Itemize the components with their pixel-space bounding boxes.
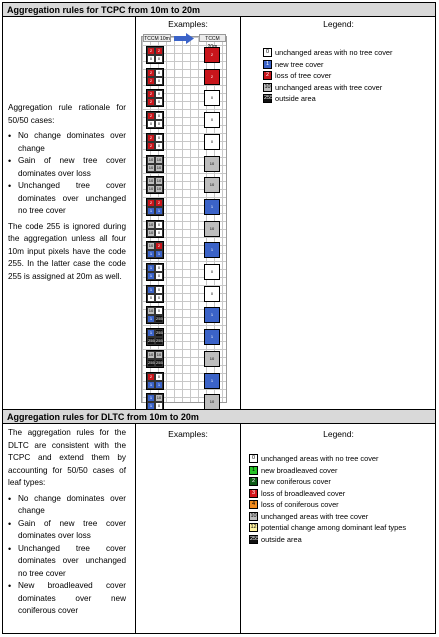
input-pixel: 0 — [155, 98, 163, 106]
input-pixel: 2 — [147, 373, 155, 381]
legend-label: outside area — [275, 94, 316, 103]
input-pixel: 2 — [155, 242, 163, 250]
legend-dltc — [249, 453, 435, 545]
examples-header: Examples: — [168, 429, 208, 439]
input-pixel: 0 — [147, 294, 155, 302]
input-pixel: 2 — [155, 199, 163, 207]
legend-label: unchanged areas with no tree cover — [261, 454, 379, 463]
rules-list — [8, 130, 126, 218]
example-input-10m — [147, 90, 163, 106]
input-pixel: 1 — [147, 381, 155, 389]
input-pixel: 255 — [156, 316, 163, 322]
input-pixel: 0 — [155, 221, 163, 229]
legend-label: new tree cover — [275, 59, 324, 69]
example-input-10m — [147, 307, 163, 323]
legend-label: loss of tree cover — [275, 71, 332, 80]
legend-swatch: 3 — [249, 489, 258, 498]
input-pixel: 10 — [148, 243, 154, 249]
dltc-rules-list — [8, 493, 126, 618]
legend-label: outside area — [261, 534, 302, 544]
input-pixel: 2 — [147, 134, 155, 142]
column-divider — [240, 424, 241, 634]
legend-swatch: 2 — [263, 71, 272, 80]
input-pixel: 255 — [156, 330, 163, 336]
input-pixel: 255 — [156, 359, 163, 365]
input-pixel: 1 — [147, 329, 155, 337]
example-output-20m: 0 — [204, 134, 220, 150]
input-pixel: 1 — [147, 394, 155, 402]
input-pixel: 1 — [147, 315, 155, 323]
example-output-20m: 1 — [204, 307, 220, 323]
input-pixel: 10 — [148, 164, 154, 170]
legend-swatch: 4 — [249, 500, 258, 509]
example-input-10m — [147, 47, 163, 63]
input-pixel: 0 — [155, 286, 163, 294]
legend-label: unchanged areas with tree cover — [261, 511, 369, 521]
example-input-10m — [147, 221, 163, 237]
input-pixel: 10 — [148, 221, 154, 227]
input-pixel: 10 — [156, 164, 162, 170]
legend-swatch: 2 — [249, 477, 258, 486]
input-pixel: 10 — [148, 178, 154, 184]
legend-swatch: 1 — [263, 60, 272, 69]
input-pixel: 10 — [156, 156, 162, 162]
legend-entry — [249, 511, 435, 523]
examples-header: Examples: — [168, 19, 208, 29]
dltc-intro: The aggregation rules for the DLTC are consistent with the TCPC and extend them by accounting for 50/50 cases of leaf types: — [8, 428, 126, 487]
input-pixel: 2 — [147, 142, 155, 150]
input-pixel: 2 — [147, 90, 155, 98]
input-pixel: 0 — [155, 55, 163, 63]
section1-title: Aggregation rules for TCPC from 10m to 20m — [3, 3, 435, 17]
input-pixel: 10 — [148, 156, 154, 162]
rule-item: • Gain of new tree cover dominates over loss — [8, 518, 126, 543]
input-pixel: 1 — [155, 250, 163, 258]
example-output-20m: 1 — [204, 329, 220, 345]
input-pixel: 1 — [147, 250, 155, 258]
legend-entry — [249, 465, 435, 477]
legend-entry — [249, 476, 435, 488]
legend-entry — [263, 82, 433, 94]
legend-label: new coniferous cover — [261, 477, 331, 486]
input-pixel: 0 — [147, 55, 155, 63]
input-pixel: 0 — [155, 134, 163, 142]
input-pixel: 0 — [155, 229, 163, 237]
legend-entry — [249, 522, 435, 534]
aggregation-arrow-icon — [174, 33, 194, 44]
example-output-20m: 10 — [204, 351, 220, 367]
input-pixel: 2 — [155, 47, 163, 55]
legend-swatch: 0 — [263, 48, 272, 57]
legend-label: new broadleaved cover — [261, 465, 338, 475]
legend-tcpc — [263, 47, 433, 105]
input-pixel: 10 — [148, 351, 154, 357]
example-input-10m — [147, 329, 163, 345]
example-input-10m — [147, 112, 163, 128]
legend-entry — [263, 70, 433, 82]
input-pixel: 2 — [147, 199, 155, 207]
legend-entry — [249, 534, 435, 546]
input-pixel: 10 — [148, 186, 154, 192]
input-pixel: 10 — [148, 308, 154, 314]
example-input-10m — [147, 134, 163, 150]
input-pixel: 0 — [155, 264, 163, 272]
input-pixel: 0 — [155, 77, 163, 85]
example-output-20m: 1 — [204, 373, 220, 389]
legend-label: loss of coniferous cover — [261, 500, 339, 509]
rationale-title: Aggregation rule rationale for 50/50 cases: — [8, 103, 126, 125]
example-input-10m — [147, 69, 163, 85]
legend-swatch: 0 — [249, 454, 258, 463]
input-pixel: 0 — [155, 112, 163, 120]
legend-swatch: 10 — [250, 512, 257, 519]
input-pixel: 2 — [147, 98, 155, 106]
column-divider — [135, 17, 136, 410]
rule-item: • No change dominates over change — [8, 493, 126, 518]
example-output-20m: 2 — [204, 69, 220, 85]
rule-item: • New broadleaved cover dominates over new coniferous cover — [8, 580, 126, 618]
example-output-20m: 0 — [204, 286, 220, 302]
input-pixel: 10 — [156, 395, 162, 401]
input-pixel: 0 — [147, 120, 155, 128]
rule-item: • Unchanged tree cover dominates over unchanged no tree cover — [8, 180, 126, 218]
example-output-20m: 1 — [204, 199, 220, 215]
example-output-20m: 10 — [204, 156, 220, 172]
example-output-20m: 1 — [204, 242, 220, 258]
legend-entry — [249, 499, 435, 511]
legend-entry — [263, 47, 433, 59]
legend-swatch: 255 — [250, 535, 260, 542]
example-output-20m: 0 — [204, 112, 220, 128]
rationale-block — [8, 102, 126, 283]
example-input-10m — [147, 199, 163, 215]
legend-label: loss of broadleaved cover — [261, 488, 346, 498]
code-255-note: The code 255 is ignored during the aggregation unless all four 10m input pixels have the code 255. In the latter case the code 255 is assigned at 20m as well. — [8, 221, 126, 281]
legend-swatch: 255 — [264, 95, 274, 101]
example-input-10m — [147, 264, 163, 280]
legend-entry — [263, 59, 433, 71]
legend-entry — [249, 453, 435, 465]
example-input-10m — [147, 351, 163, 367]
example-output-20m: 10 — [204, 177, 220, 193]
input-pixel: 2 — [147, 77, 155, 85]
legend-swatch: 10 — [264, 83, 271, 90]
example-input-10m — [147, 177, 163, 193]
input-pixel: 255 — [148, 359, 155, 365]
input-pixel: 0 — [155, 307, 163, 315]
rule-item: • Gain of new tree cover dominates over loss — [8, 155, 126, 180]
input-pixel: 255 — [156, 338, 163, 344]
example-input-10m — [147, 373, 163, 389]
input-pixel: 2 — [147, 112, 155, 120]
source-resolution-tag: TCCM 10m — [144, 36, 170, 42]
input-pixel: 0 — [155, 402, 163, 410]
input-pixel: 1 — [147, 286, 155, 294]
example-input-10m — [147, 394, 163, 410]
example-output-20m: 10 — [204, 221, 220, 237]
example-input-10m — [147, 156, 163, 172]
input-pixel: 0 — [155, 69, 163, 77]
legend-label: unchanged areas with no tree cover — [275, 48, 393, 57]
legend-header: Legend: — [323, 429, 354, 439]
input-pixel: 0 — [155, 294, 163, 302]
input-pixel: 2 — [147, 47, 155, 55]
example-output-20m: 2 — [204, 47, 220, 63]
column-divider — [135, 424, 136, 634]
legend-header: Legend: — [323, 19, 354, 29]
input-pixel: 10 — [156, 351, 162, 357]
legend-label: unchanged areas with tree cover — [275, 82, 383, 92]
legend-swatch: 1 — [249, 466, 258, 475]
input-pixel: 1 — [147, 264, 155, 272]
legend-entry — [249, 488, 435, 500]
input-pixel: 10 — [156, 178, 162, 184]
input-pixel: 2 — [147, 69, 155, 77]
example-input-10m — [147, 242, 163, 258]
input-pixel: 0 — [155, 142, 163, 150]
input-pixel: 0 — [155, 120, 163, 128]
dltc-rationale-block — [8, 427, 126, 621]
input-pixel: 0 — [155, 373, 163, 381]
example-output-20m: 10 — [204, 394, 220, 410]
input-pixel: 1 — [147, 272, 155, 280]
input-pixel: 0 — [155, 272, 163, 280]
input-pixel: 1 — [155, 207, 163, 215]
section2-title: Aggregation rules for DLTC from 10m to 20m — [3, 410, 435, 424]
legend-swatch: 12 — [250, 524, 257, 530]
example-output-20m: 0 — [204, 264, 220, 280]
legend-entry — [263, 93, 433, 105]
example-output-20m: 0 — [204, 90, 220, 106]
target-resolution-tag: TCCM — [199, 34, 226, 42]
input-pixel: 1 — [147, 402, 155, 410]
example-input-10m — [147, 286, 163, 302]
input-pixel: 10 — [148, 229, 154, 235]
input-pixel: 0 — [155, 90, 163, 98]
input-pixel: 255 — [148, 338, 155, 344]
input-pixel: 1 — [147, 207, 155, 215]
input-pixel: 1 — [155, 381, 163, 389]
input-pixel: 10 — [156, 186, 162, 192]
rule-item: • Unchanged tree cover dominates over unchanged no tree cover — [8, 543, 126, 581]
column-divider — [240, 17, 241, 410]
rule-item: • No change dominates over change — [8, 130, 126, 155]
legend-label: potential change among dominant leaf types — [261, 523, 407, 532]
